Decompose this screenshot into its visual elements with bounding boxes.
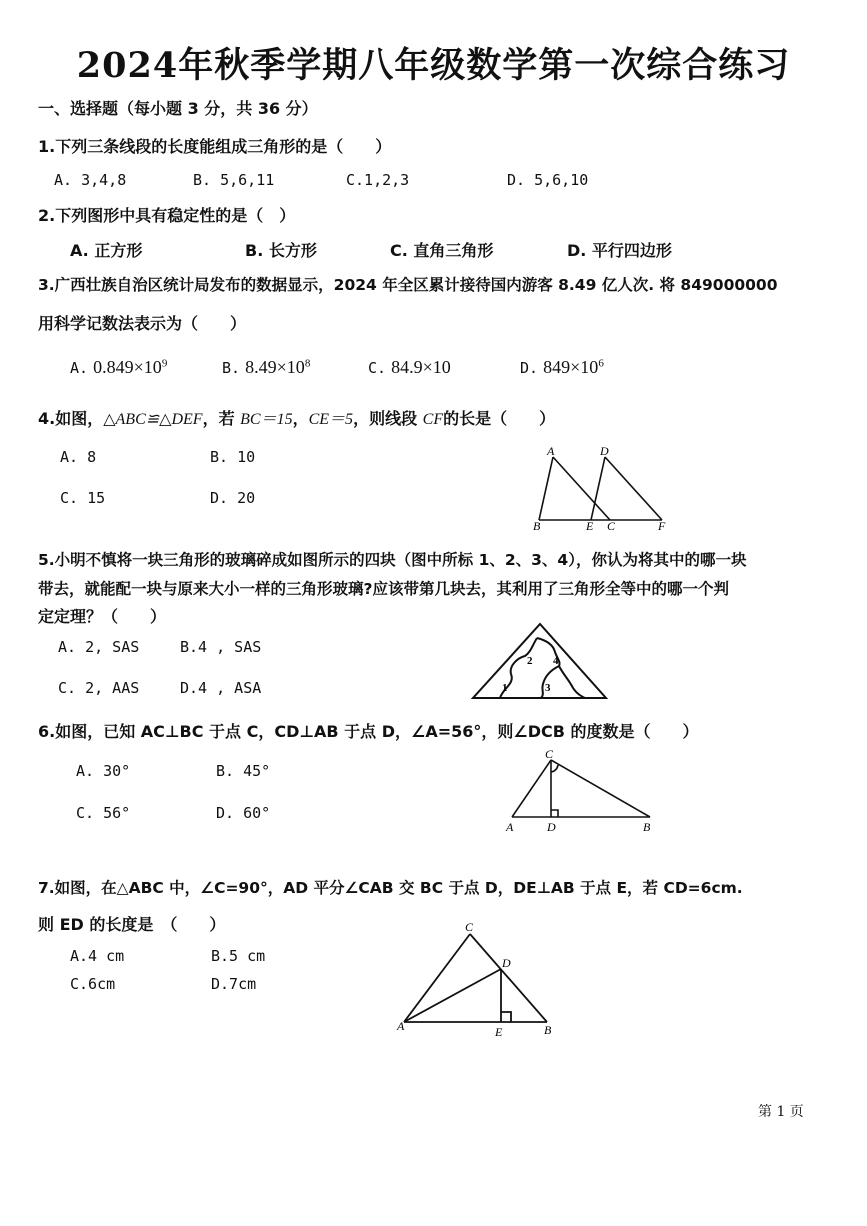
- svg-text:D: D: [502, 956, 511, 970]
- question-1: 1.下列三条线段的长度能组成三角形的是（ ）: [38, 137, 392, 156]
- q7-option-a: A.4 cm: [70, 947, 125, 965]
- q4-option-b: B. 10: [210, 448, 256, 466]
- svg-text:E: E: [495, 1025, 503, 1039]
- q6-figure: [500, 744, 660, 836]
- q2-option-b: B. 长方形: [245, 241, 317, 260]
- q4-option-c: C. 15: [60, 489, 106, 507]
- question-6: 6.如图，已知 AC⊥BC 于点 C，CD⊥AB 于点 D，∠A=56°，则∠DCB 的度数是（ ）: [38, 722, 699, 741]
- q6-option-b: B. 45°: [216, 762, 271, 780]
- svg-text:4: 4: [553, 655, 559, 667]
- section-heading: 一、选择题（每小题 3 分，共 36 分）: [38, 99, 318, 118]
- q3-option-a: A. $0.849\times 10^9$: [70, 357, 168, 377]
- q3-option-b: B. $8.49\times 10^8$: [222, 357, 311, 377]
- q7-figure: [392, 918, 562, 1040]
- q5-option-c: C. 2, AAS: [58, 679, 140, 697]
- question-3-line-1: 3.广西壮族自治区统计局发布的数据显示，2024 年全区累计接待国内游客 8.49 亿人次. 将 849000000: [38, 276, 778, 294]
- svg-text:A: A: [547, 444, 555, 458]
- q2-option-a: A. 正方形: [70, 241, 143, 260]
- question-5-line-3: 定定理？（ ）: [38, 607, 167, 626]
- svg-text:C: C: [545, 747, 554, 761]
- svg-text:B: B: [643, 820, 651, 834]
- question-3-line-2: 用科学记数法表示为（ ）: [38, 314, 247, 333]
- q6-option-d: D. 60°: [216, 804, 271, 822]
- q5-option-a: A. 2, SAS: [58, 638, 140, 656]
- q6-option-a: A. 30°: [76, 762, 131, 780]
- q1-option-a: A. 3,4,8: [54, 171, 127, 189]
- svg-text:A: A: [506, 820, 514, 834]
- q6-option-c: C. 56°: [76, 804, 131, 822]
- q5-option-d: D.4 , ASA: [180, 679, 262, 697]
- q1-option-b: B. 5,6,11: [193, 171, 275, 189]
- q5-figure: [465, 618, 615, 703]
- question-4: 4.如图，△ABC≌△DEF，若 BC＝15，CE＝5，则线段 CF的长是（ ）: [38, 409, 556, 428]
- q3-option-d: D. $849\times 10^6$: [520, 357, 604, 377]
- q1-option-d: D. 5,6,10: [507, 171, 589, 189]
- svg-text:1: 1: [502, 682, 508, 694]
- svg-text:E: E: [586, 519, 594, 533]
- svg-text:C: C: [465, 920, 474, 934]
- q7-option-d: D.7cm: [211, 975, 257, 993]
- question-5-line-1: 5.小明不慎将一块三角形的玻璃碎成如图所示的四块（图中所标 1、2、3、4），你认为将其中的哪一块: [38, 551, 747, 569]
- question-7-line-1: 7.如图，在△ABC 中，∠C=90°，AD 平分∠CAB 交 BC 于点 D，DE⊥AB 于点 E，若 CD=6cm.: [38, 879, 743, 897]
- q1-option-c: C.1,2,3: [346, 171, 410, 189]
- page-number: 第 1 页: [758, 1104, 804, 1120]
- svg-text:D: D: [547, 820, 556, 834]
- q2-option-c: C. 直角三角形: [390, 241, 494, 260]
- svg-text:F: F: [658, 519, 666, 533]
- question-5-line-2: 带去，就能配一块与原来大小一样的三角形玻璃?应该带第几块去，其利用了三角形全等中的哪一个判: [38, 580, 729, 598]
- q5-option-b: B.4 , SAS: [180, 638, 262, 656]
- q4-option-a: A. 8: [60, 448, 97, 466]
- svg-text:3: 3: [545, 682, 551, 694]
- svg-text:D: D: [600, 444, 609, 458]
- svg-text:A: A: [397, 1019, 405, 1033]
- svg-text:B: B: [544, 1023, 552, 1037]
- svg-text:2: 2: [527, 655, 533, 667]
- q2-option-d: D. 平行四边形: [567, 241, 672, 260]
- q3-option-c: C. 84.9×10: [368, 357, 451, 377]
- q4-figure: [525, 440, 675, 535]
- q7-option-b: B.5 cm: [211, 947, 266, 965]
- page-title: 2024年秋季学期八年级数学第一次综合练习: [76, 45, 791, 86]
- svg-text:C: C: [607, 519, 616, 533]
- q7-option-c: C.6cm: [70, 975, 116, 993]
- q4-option-d: D. 20: [210, 489, 256, 507]
- question-2: 2.下列图形中具有稳定性的是（ ）: [38, 206, 296, 225]
- svg-text:B: B: [533, 519, 541, 533]
- question-7-line-2: 则 ED 的长度是 （ ）: [38, 915, 226, 934]
